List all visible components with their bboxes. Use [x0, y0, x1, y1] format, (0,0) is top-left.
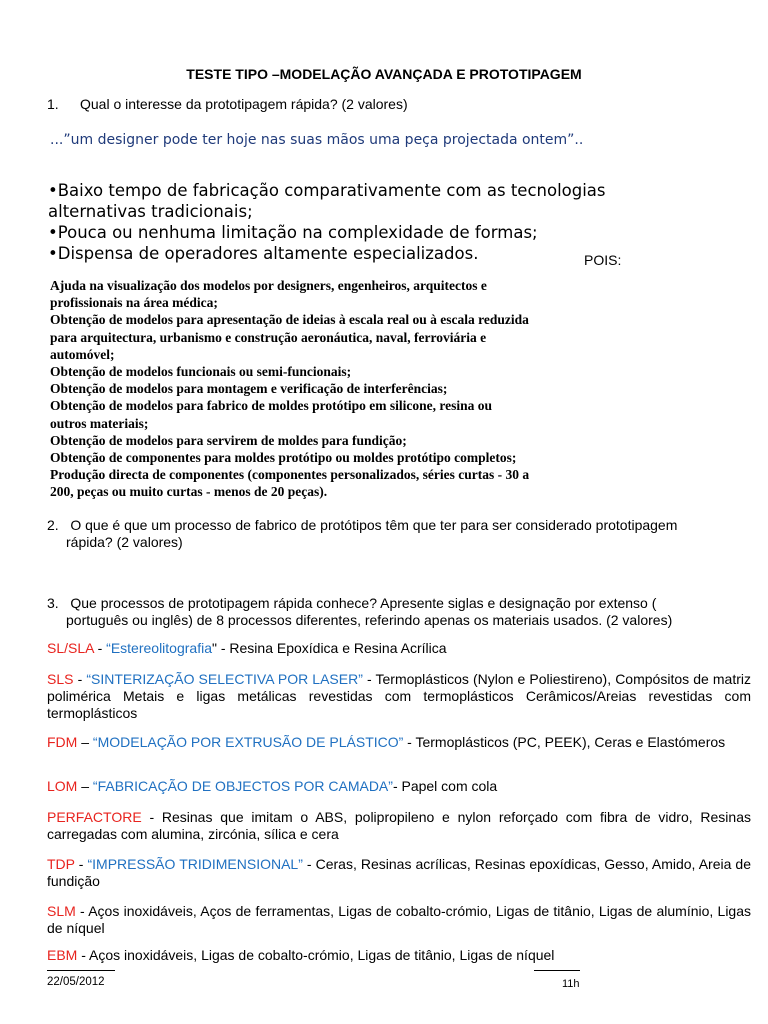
application-line: Obtenção de modelos para fabrico de moldes protótipo em silicone, resina ou — [50, 398, 492, 414]
process-materials: Resinas que imitam o ABS, polipropileno e nylon reforçado com fibra de vidro, Resinas carregadas com alumina, zircónia, sílica e cera — [47, 809, 751, 842]
question-2-text-cont: rápida? (2 valores) — [66, 534, 183, 550]
application-line: 200, peças ou muito curtas - menos de 20 peças). — [50, 484, 328, 500]
footer-rule — [534, 970, 580, 971]
process-item: FDM – “MODELAÇÃO POR EXTRUSÃO DE PLÁSTICO” - Termoplásticos (PC, PEEK), Ceras e Elastómeros — [47, 734, 726, 750]
footer-page: 11h — [562, 978, 580, 990]
process-name: “MODELAÇÃO POR EXTRUSÃO DE PLÁSTICO” — [92, 734, 404, 750]
process-name: “IMPRESSÃO TRIDIMENSIONAL” — [87, 856, 303, 872]
question-2 — [47, 517, 751, 551]
application-line: automóvel; — [50, 346, 115, 362]
process-materials: Aços inoxidáveis, Ligas de cobalto-crómio, Ligas de titânio, Ligas de níquel — [89, 947, 555, 963]
benefit-line: •Pouca ou nenhuma limitação na complexidade de formas; — [48, 223, 538, 242]
process-code: EBM — [47, 947, 78, 963]
question-1 — [47, 96, 408, 113]
benefit-line: alternativas tradicionais; — [48, 202, 253, 221]
pois-label: POIS: — [584, 252, 622, 268]
application-line: Obtenção de modelos para servirem de moldes para fundição; — [50, 432, 407, 448]
question-1-text: Qual o interesse da prototipagem rápida? (2 valores) — [80, 96, 408, 112]
application-line: outros materiais; — [50, 415, 149, 431]
process-name: “Estereolitografia — [106, 640, 212, 656]
process-code: SL/SLA — [47, 640, 94, 656]
application-line: Produção directa de componentes (componentes personalizados, séries curtas - 30 a — [50, 467, 530, 483]
process-materials: Aços inoxidáveis, Aços de ferramentas, Ligas de cobalto-crómio, Ligas de titânio, Ligas de alumínio, Ligas de níquel — [47, 903, 752, 936]
process-item: EBM - Aços inoxidáveis, Ligas de cobalto-crómio, Ligas de titânio, Ligas de níquel — [47, 947, 555, 963]
process-code: LOM — [47, 778, 78, 794]
application-line: Obtenção de modelos para montagem e verificação de interferências; — [50, 381, 448, 397]
process-materials: " - Resina Epoxídica e Resina Acrílica — [211, 640, 447, 656]
application-line: Ajuda na visualização dos modelos por designers, engenheiros, arquitectos e — [50, 278, 487, 293]
question-3-text: Que processos de prototipagem rápida conhece? Apresente siglas e designação por extenso ( — [70, 595, 657, 611]
question-2-number: 2. — [47, 517, 59, 533]
process-code: SLS — [47, 671, 74, 687]
application-line: Obtenção de modelos para apresentação de ideias à escala real ou à escala reduzida — [50, 312, 529, 328]
process-name: “FABRICAÇÃO DE OBJECTOS POR CAMADA” — [92, 778, 393, 794]
document-title: TESTE TIPO –MODELAÇÃO AVANÇADA E PROTOTIPAGEM — [186, 66, 582, 82]
process-item: PERFACTORE - Resinas que imitam o ABS, polipropileno e nylon reforçado com fibra de vidro, Resinas carregadas com alumina, zircónia, sílica e cera — [47, 809, 751, 842]
process-materials: - Ceras, Resinas acrílicas, Resinas epoxídicas, Gesso, Amido, Areia de fundição — [47, 856, 752, 889]
process-materials: - Termoplásticos (PC, PEEK), Ceras e Elastómeros — [403, 734, 726, 750]
applications-list — [50, 277, 580, 501]
process-code: FDM — [47, 734, 78, 750]
application-line: profissionais na área médica; — [50, 295, 218, 311]
question-3 — [47, 595, 751, 629]
benefit-line: •Baixo tempo de fabricação comparativamente com as tecnologias — [48, 181, 606, 200]
application-line: Obtenção de componentes para moldes protótipo ou moldes protótipo completos; — [50, 450, 517, 466]
process-item: SLM - Aços inoxidáveis, Aços de ferramentas, Ligas de cobalto-crómio, Ligas de titânio, Ligas de alumínio, Ligas de níquel — [47, 903, 752, 936]
process-code: TDP — [47, 856, 75, 872]
process-code: PERFACTORE — [47, 809, 142, 825]
application-line: para arquitectura, urbanismo e construção aeronáutica, naval, ferroviária e — [50, 329, 487, 345]
benefits-list — [48, 180, 608, 264]
question-3-text-cont: português ou inglês) de 8 processos diferentes, referindo apenas os materiais usados. (2 valores) — [66, 612, 673, 628]
designer-quote: ...”um designer pode ter hoje nas suas mãos uma peça projectada ontem”.. — [50, 132, 584, 148]
process-item: TDP - “IMPRESSÃO TRIDIMENSIONAL” - Ceras, Resinas acrílicas, Resinas epoxídicas, Gesso, Amido, Areia de fundição — [47, 856, 752, 889]
question-3-number: 3. — [47, 595, 59, 611]
process-item: SLS - “SINTERIZAÇÃO SELECTIVA POR LASER” - Termoplásticos (Nylon e Poliestireno), Compósitos de matriz polimérica Metais e ligas metálicas revestidas com termoplásticos Cerâmicos/Areias revestidas com termoplásticos — [47, 671, 751, 721]
process-name: “SINTERIZAÇÃO SELECTIVA POR LASER” — [86, 671, 363, 687]
footer-rule — [47, 970, 115, 971]
process-item: SL/SLA - “Estereolitografia" - Resina Epoxídica e Resina Acrílica — [47, 640, 447, 656]
question-2-text: O que é que um processo de fabrico de protótipos têm que ter para ser considerado prototipagem — [70, 517, 678, 533]
process-item: LOM – “FABRICAÇÃO DE OBJECTOS POR CAMADA”- Papel com cola — [47, 778, 498, 794]
process-code: SLM — [47, 903, 76, 919]
process-materials: - Papel com cola — [392, 778, 498, 794]
footer-date: 22/05/2012 — [47, 976, 105, 988]
application-line: Obtenção de modelos funcionais ou semi-funcionais; — [50, 364, 352, 380]
process-materials: - Termoplásticos (Nylon e Poliestireno), Compósitos de matriz polimérica Metais e ligas metálicas revestidas com termoplásticos Cerâmicos/Areias revestidas com termoplásticos — [47, 671, 751, 721]
question-1-number: 1. — [47, 96, 59, 112]
benefit-line: •Dispensa de operadores altamente especializados. — [48, 244, 479, 263]
